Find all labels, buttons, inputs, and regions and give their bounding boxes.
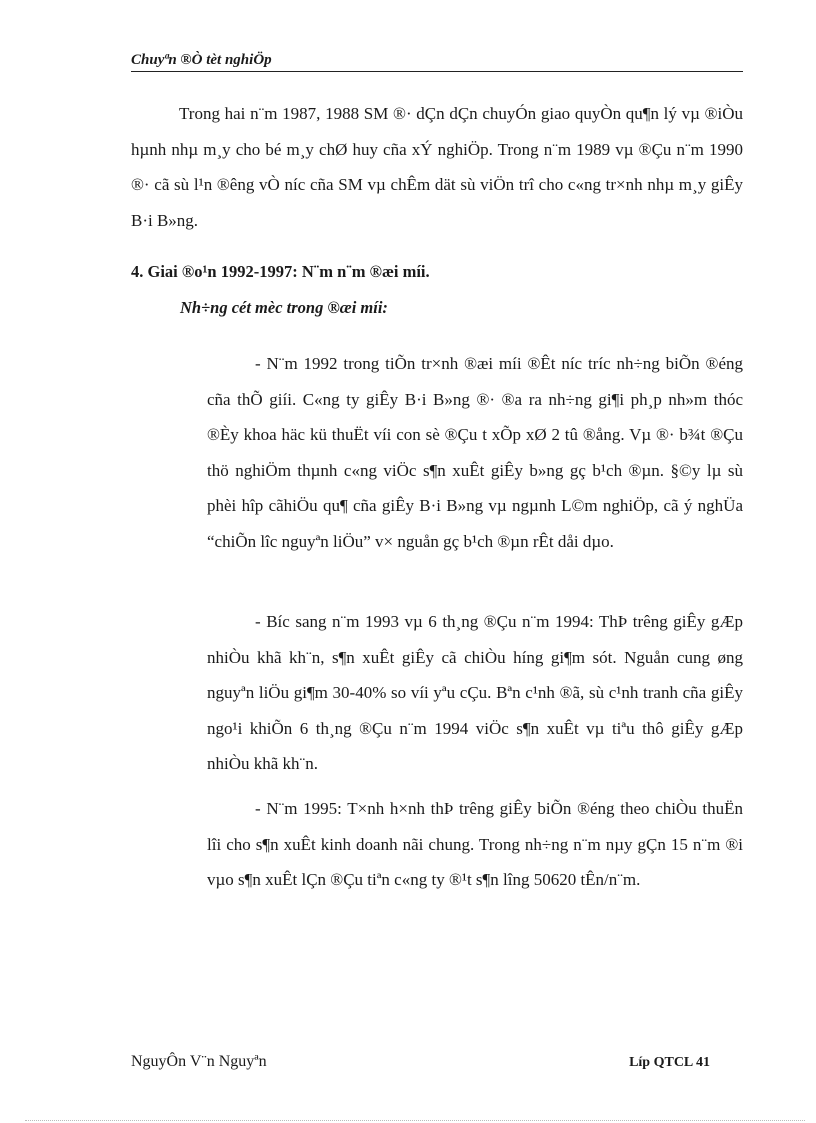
footer-author: NguyÔn V¨n Nguyªn — [131, 1053, 267, 1070]
page-bottom-divider — [25, 1120, 805, 1121]
bullet-paragraph-1992: - N¨m 1992 trong tiÕn tr×nh ®æi míi ®Êt níc tríc nh÷ng biÕn ®éng cña thÕ giíi. C«ng ty giÊy B·i B»ng ®· ®a ra nh÷ng gi¶i ph¸p nh»m thóc ®Èy khoa häc kü thuËt víi con sè ®Çu t xÕp xØ 2 tû ®ång. Vµ ®· b¾t ®Çu thö nghiÖm thµnh c«ng viÖc s¶n xuÊt giÊy b»ng gç b¹ch ®µn. §©y lµ sù phèi hîp cãhiÖu qu¶ cña giÊy B·i B»ng vµ ngµnh L©m nghiÖp, cã ý nghÜa “chiÕn lîc nguyªn liÖu” v× nguån gç b¹ch ®µn rÊt dåi dµo. — [207, 354, 743, 551]
intro-paragraph: Trong hai n¨m 1987, 1988 SM ®· dÇn dÇn chuyÓn giao quyÒn qu¶n lý vµ ®iÒu hµnh nhµ m¸y cho bé m¸y chØ huy cña xÝ nghiÖp. Trong n¨m 1989 vµ ®Çu n¨m 1990 ®· cã sù l¹n ®êng vÒ níc cña SM vµ chÊm dät sù viÖn trî cho c«ng tr×nh nhµ m¸y giÊy B·i B»ng. — [131, 104, 743, 230]
header-title: Chuyªn ®Ò tèt nghiÖp — [131, 52, 272, 68]
bullet-paragraph-1993: - Bíc sang n¨m 1993 vµ 6 th¸ng ®Çu n¨m 1994: ThÞ trêng giÊy gÆp nhiÒu khã kh¨n, s¶n xuÊt giÊy cã chiÒu híng gi¶m sót. Nguån cung øng nguyªn liÖu gi¶m 30-40% so víi yªu cÇu. Bªn c¹nh ®ã, sù c¹nh tranh cña giÊy ngo¹i khiÕn 6 th¸ng ®Çu n¨m 1994 viÖc s¶n xuÊt vµ tiªu thô giÊy gÆp nhiÒu khã kh¨n. — [207, 612, 743, 773]
section-heading: 4. Giai ®o¹n 1992-1997: N¨m n¨m ®æi míi. — [131, 262, 430, 281]
footer-class-label: Líp QTCL 41 — [629, 1055, 710, 1070]
header-divider — [131, 71, 743, 72]
subheading: Nh÷ng cét mèc trong ®æi míi: — [180, 298, 388, 317]
bullet-paragraph-1995: - N¨m 1995: T×nh h×nh thÞ trêng giÊy biÕn ®éng theo chiÒu thuËn lîi cho s¶n xuÊt kinh doanh nãi chung. Trong nh÷ng n¨m nµy gÇn 15 n¨m ®i vµo s¶n xuÊt lÇn ®Çu tiªn c«ng ty ®¹t s¶n lîng 50620 tÊn/n¨m. — [207, 799, 743, 889]
